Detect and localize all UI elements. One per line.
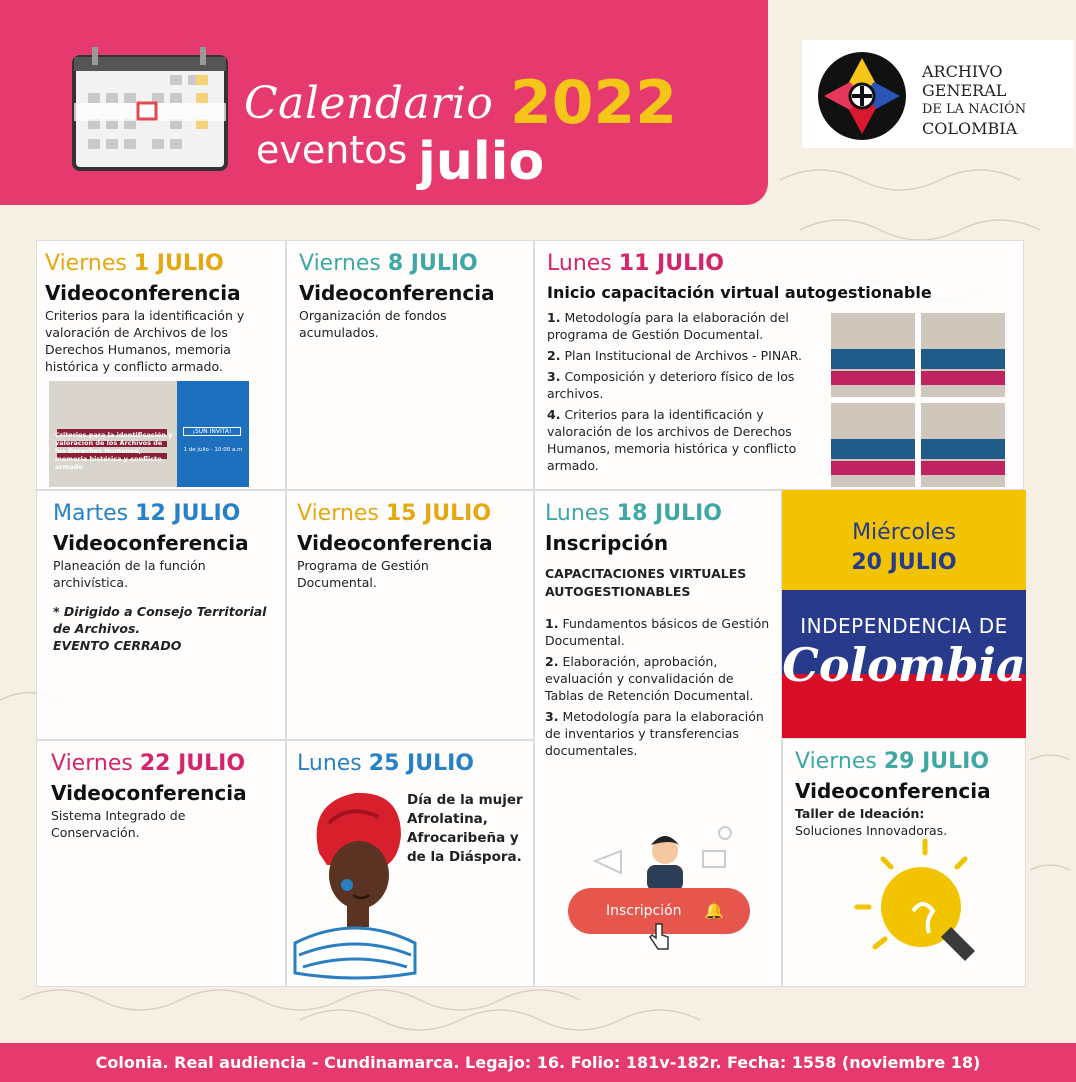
course-list	[545, 615, 773, 759]
weekday-label: Lunes	[547, 251, 612, 276]
logo-line-3: DE LA NACIÓN	[922, 102, 1027, 117]
course-thumbnail	[921, 403, 1005, 487]
date-label: 22 JULIO	[139, 751, 246, 776]
event-description-bold: Taller de Ideación:	[795, 806, 925, 821]
date-label: 18 JULIO	[616, 501, 722, 526]
date-label: 11 JULIO	[618, 251, 724, 276]
event-title: Inscripción	[545, 531, 669, 555]
course-list	[547, 309, 823, 474]
event-day	[547, 251, 1011, 277]
event-cell-jul-1	[36, 240, 286, 490]
thumbnail-date: 1 de julio - 10:00 a.m	[183, 447, 243, 453]
event-cell-jul-8	[286, 240, 534, 490]
weekday-label: Lunes	[297, 751, 362, 776]
weekday-label: Viernes	[299, 251, 381, 276]
event-cell-jul-22	[36, 740, 286, 987]
event-day	[297, 751, 521, 777]
weekday-label: Viernes	[51, 751, 133, 776]
agn-logo	[802, 40, 1074, 148]
footer-caption: Colonia. Real audiencia - Cundinamarca. Legajo: 16. Folio: 181v-182r. Fecha: 1558 (noviembre 18)	[0, 1043, 1076, 1082]
event-description: Planeación de la función archivística.	[53, 558, 206, 590]
course-thumbnail	[921, 313, 1005, 397]
header-banner	[0, 0, 768, 205]
weekday-label: Martes	[53, 501, 129, 526]
list-item: 3. Metodología para la elaboración de inventarios y transferencias documentales.	[545, 709, 764, 758]
logo-line-1: ARCHIVO	[922, 62, 1003, 81]
date-label: 29 JULIO	[883, 749, 990, 774]
event-day	[51, 751, 273, 777]
thumbnail-caption: Criterios para la identificación y valoración de los Archivos de los Derechos Humanos, memoria histórica y conflicto armado	[55, 431, 173, 471]
colombia-label: Colombia	[782, 638, 1026, 692]
event-description: Sistema Integrado de Conservación.	[51, 808, 186, 840]
weekday-label: Viernes	[297, 501, 379, 526]
event-description: Organización de fondos acumulados.	[299, 308, 447, 340]
title-month: julio	[418, 132, 545, 192]
event-title: Videoconferencia	[299, 281, 495, 305]
list-item: 3. Composición y deterioro físico de los archivos.	[547, 369, 795, 401]
pointer-cursor-icon	[648, 922, 672, 952]
weekday-label: Lunes	[545, 501, 610, 526]
event-cell-jul-11	[534, 240, 1024, 490]
event-note: * Dirigido a Consejo Territorial de Archivos.	[53, 604, 267, 636]
event-closed-label: EVENTO CERRADO	[53, 638, 182, 653]
event-cell-jul-20	[782, 490, 1026, 738]
course-thumbnail	[831, 403, 915, 487]
event-title: Videoconferencia	[51, 781, 247, 805]
title-year: 2022	[510, 68, 677, 138]
event-description: Criterios para la identificación y valoración de Archivos de los Derechos Humanos, memoria histórica y conflicto armado.	[45, 308, 245, 374]
weekday-label: Viernes	[45, 251, 127, 276]
date-label: 12 JULIO	[135, 501, 241, 526]
lightbulb-icon	[853, 837, 1003, 977]
calendar-icon	[70, 45, 230, 171]
event-description: Soluciones Innovadoras.	[795, 823, 948, 838]
date-label: 8 JULIO	[387, 251, 478, 276]
event-title: Videoconferencia	[297, 531, 493, 555]
list-item: 1. Fundamentos básicos de Gestión Documental.	[545, 616, 770, 648]
list-item: 1. Metodología para la elaboración del programa de Gestión Documental.	[547, 310, 789, 342]
event-thumbnail	[49, 381, 249, 487]
thumbnail-badge: ¡SUN INVITA!	[183, 427, 241, 436]
registration-button-label: Inscripción	[606, 903, 682, 919]
event-description: Programa de Gestión Documental.	[297, 558, 429, 590]
logo-line-4: COLOMBIA	[922, 119, 1018, 138]
event-title: Videoconferencia	[53, 531, 249, 555]
event-day	[45, 251, 273, 277]
date-label: 25 JULIO	[368, 751, 474, 776]
weekday-label: Miércoles	[852, 520, 956, 545]
list-item: 2. Plan Institucional de Archivos - PINAR.	[547, 348, 802, 363]
title-calendario: Calendario	[244, 78, 494, 129]
event-day	[545, 501, 769, 527]
event-cell-jul-12	[36, 490, 286, 740]
date-label: 1 JULIO	[133, 251, 224, 276]
date-label: 15 JULIO	[385, 501, 492, 526]
event-title: Videoconferencia	[45, 281, 241, 305]
event-description: Día de la mujer Afrolatina, Afrocaribeña y de la Diáspora.	[407, 792, 523, 865]
weekday-label: Viernes	[795, 749, 877, 774]
event-day	[795, 749, 1013, 775]
course-thumbnail	[831, 313, 915, 397]
event-day	[297, 501, 521, 527]
list-item: 4. Criterios para la identificación y valoración de los archivos de Derechos Humanos, memoria histórica y conflicto armado.	[547, 407, 797, 473]
event-day	[53, 501, 273, 527]
event-day	[299, 251, 521, 277]
agn-emblem-icon	[816, 50, 908, 142]
event-title: Inicio capacitación virtual autogestionable	[547, 283, 932, 302]
event-cell-jul-25	[286, 740, 534, 987]
event-title: Videoconferencia	[795, 779, 991, 803]
date-label: 20 JULIO	[851, 550, 957, 575]
event-cell-jul-15	[286, 490, 534, 740]
event-subtitle: CAPACITACIONES VIRTUALES AUTOGESTIONABLES	[545, 566, 747, 599]
independence-label: INDEPENDENCIA DE	[800, 614, 1008, 638]
bell-icon: 🔔	[704, 901, 724, 920]
event-cell-jul-29	[782, 738, 1026, 987]
list-item: 2. Elaboración, aprobación, evaluación y convalidación de Tablas de Retención Documental.	[545, 654, 754, 703]
agn-logo-text	[922, 62, 1026, 138]
title-eventos: eventos	[256, 128, 408, 172]
logo-line-2: GENERAL	[922, 81, 1007, 100]
afro-woman-illustration	[289, 783, 419, 983]
